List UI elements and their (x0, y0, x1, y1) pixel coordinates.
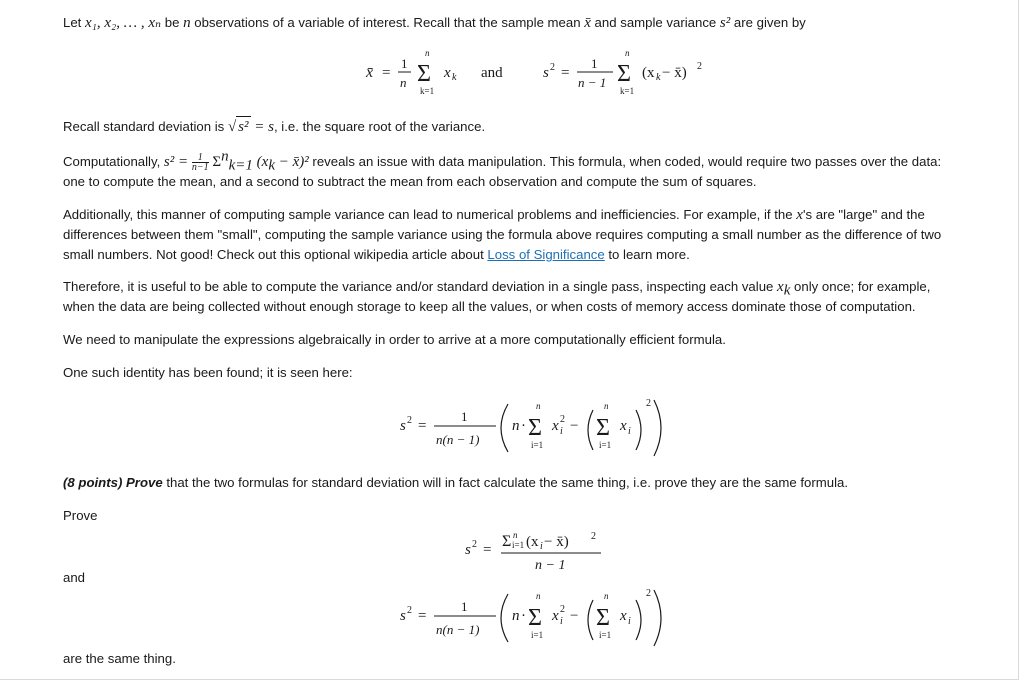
final-inner-left-paren (588, 600, 593, 640)
intro-be: be (161, 15, 184, 30)
identity-den: n(n − 1) (436, 432, 480, 447)
identity-inner-right-paren (636, 410, 641, 450)
eq1-n-minus-1: n − 1 (578, 75, 607, 90)
comp-sum-sup: n (221, 148, 229, 165)
therefore-line2: when the data are being collected without enough storage to keep all the values, or when costs of memory access dominate those of computation. (63, 299, 916, 314)
eq1-sum2-top: n (625, 48, 630, 58)
eq1-sum-top: n (425, 48, 430, 58)
final-minus: − (570, 608, 579, 624)
prove-s-sq: 2 (472, 539, 477, 550)
prove-term: (x (526, 534, 539, 550)
prove-equals: = (483, 542, 492, 558)
identity-outer-sq: 2 (646, 398, 651, 409)
add-line1-a: Additionally, this manner of computing sample variance can lead to numerical problems and inefficiencies. For example, if the (63, 207, 797, 222)
therefore-line1-a: Therefore, it is useful to be able to compute the variance and/or standard deviation in a single pass, inspecting each value (63, 279, 778, 294)
mean-variance-equation (360, 46, 720, 102)
intro-let: Let (63, 15, 85, 30)
intro-s2: s² (719, 15, 731, 31)
comp-frac-den: n−1 (191, 162, 209, 174)
task-paragraph (63, 473, 1008, 493)
final-n: n (512, 608, 520, 624)
comp-term: (x (252, 154, 269, 170)
identity-equation (390, 392, 690, 462)
manipulate-paragraph: We need to manipulate the expressions algebraically in order to arrive at a more computationally efficient formula. (63, 332, 726, 347)
prove-s: s (465, 542, 471, 558)
final-den: n(n − 1) (436, 622, 480, 637)
identity-s-sq: 2 (407, 415, 412, 426)
comp-fraction (192, 153, 209, 172)
eq1-xbar: x̄ (366, 64, 374, 81)
final-sigma: Σ (528, 605, 542, 631)
add-line3-a: small numbers. Not good! Check out this optional wikipedia article about (63, 247, 488, 262)
additionally-paragraph (63, 205, 1008, 265)
add-line3-b: to learn more. (604, 247, 690, 262)
comp-s2: s² = (163, 154, 192, 170)
eq1-term-k: k (656, 72, 661, 83)
eq1-xk: x (444, 65, 451, 81)
std-equals-s: = s (250, 119, 274, 135)
same-thing-label: are the same thing. (63, 651, 176, 666)
eq1-sigma: Σ (417, 61, 431, 87)
final-xi-sub: i (560, 616, 563, 627)
identity-minus: − (570, 418, 579, 434)
comp-prefix: Computationally, (63, 154, 164, 169)
final-xi: x (552, 608, 559, 624)
add-line2: differences between them "small", computing the sample variance using the formula above requires computing a small number as the difference of two (63, 227, 942, 242)
final-s: s (400, 608, 406, 624)
std-sqrt-inner: s² (236, 116, 250, 137)
page-right-border (1018, 0, 1019, 680)
eq1-s: s (543, 65, 549, 81)
final-outer-sq: 2 (646, 588, 651, 599)
final-xi2-sub: i (628, 616, 631, 627)
eq1-s-sq: 2 (550, 62, 555, 73)
identity-xi: x (552, 418, 559, 434)
intro-xbar: x̄ (584, 15, 591, 31)
final-dot: · (521, 608, 526, 624)
and-label: and (63, 570, 86, 585)
final-inner-right-paren (636, 600, 641, 640)
intro-n: n (183, 15, 191, 31)
identity-s: s (400, 418, 406, 434)
eq1-sum-bottom: k=1 (420, 86, 435, 96)
sqrt-symbol: √ (227, 119, 237, 135)
final-equation (390, 582, 690, 652)
final-sum-top: n (536, 591, 541, 601)
identity-sum-bottom: i=1 (531, 440, 544, 450)
therefore-line1-b: only once; for example, (790, 279, 931, 294)
prove-term-sq: 2 (591, 531, 596, 542)
therefore-xk: x (777, 279, 784, 295)
std-paragraph (63, 116, 1008, 137)
comp-sum: Σ (208, 154, 222, 170)
loss-of-significance-link[interactable]: Loss of Significance (487, 247, 605, 262)
identity-sum2-top: n (604, 401, 609, 411)
intro-tail: are given by (730, 15, 806, 30)
prove-label: Prove (63, 508, 98, 523)
task-prove: Prove (126, 475, 163, 490)
comp-sum-sub: k=1 (228, 157, 253, 174)
final-xi-2: x (620, 608, 627, 624)
final-sum2-bottom: i=1 (599, 630, 612, 640)
identity-equals: = (418, 418, 427, 434)
eq1-equals-2: = (561, 65, 570, 81)
eq1-one-2: 1 (591, 56, 598, 71)
prove-den: n − 1 (535, 558, 566, 573)
std-prefix: Recall standard deviation is (63, 119, 228, 134)
identity-right-paren (654, 400, 661, 456)
identity-xi2-sub: i (628, 426, 631, 437)
therefore-k: k (783, 282, 791, 299)
prove-term-rest: − x̄) (544, 534, 569, 550)
identity-xi-sq: 2 (560, 414, 565, 425)
eq1-equals: = (382, 65, 391, 81)
std-suffix: , i.e. the square root of the variance. (273, 119, 486, 134)
eq1-term-sq: 2 (697, 61, 702, 72)
prove-sum-sup: n (513, 530, 518, 540)
therefore-paragraph (63, 277, 1008, 317)
identity-dot: · (521, 418, 526, 434)
final-equals: = (418, 608, 427, 624)
identity-sigma-2: Σ (596, 415, 610, 441)
identity-xi-2: x (620, 418, 627, 434)
add-x: x (796, 207, 803, 223)
eq1-one: 1 (401, 56, 408, 71)
prove-term-i: i (540, 541, 543, 552)
eq1-term-rest: − x̄) (662, 65, 687, 81)
final-right-paren (654, 590, 661, 646)
identity-xi-sub: i (560, 426, 563, 437)
add-line1-b: 's are "large" and the (802, 207, 925, 222)
comp-term-rest: − x̄)² (274, 154, 309, 170)
identity-sigma: Σ (528, 415, 542, 441)
final-left-paren (501, 594, 508, 642)
final-sigma-2: Σ (596, 605, 610, 631)
comp-frac-num: 1 (192, 153, 209, 163)
final-sum-bottom: i=1 (531, 630, 544, 640)
eq1-and: and (481, 65, 503, 81)
intro-and-var: and sample variance (590, 15, 720, 30)
computationally-paragraph (63, 148, 1008, 192)
final-xi-sq: 2 (560, 604, 565, 615)
identity-left-paren (501, 404, 508, 452)
eq1-n: n (400, 75, 407, 90)
eq1-sum2-bottom: k=1 (620, 86, 635, 96)
comp-term-k: k (268, 157, 275, 174)
identity-sum-top: n (536, 401, 541, 411)
final-s-sq: 2 (407, 605, 412, 616)
task-rest: that the two formulas for standard deviation will in fact calculate the same thing, i.e. prove they are the same formula. (162, 475, 849, 490)
eq1-sigma-2: Σ (617, 61, 631, 87)
eq1-term: (x (642, 65, 655, 81)
identity-sum2-bottom: i=1 (599, 440, 612, 450)
intro-rest: observations of a variable of interest. Recall that the sample mean (190, 15, 585, 30)
identity-n: n (512, 418, 520, 434)
final-sum2-top: n (604, 591, 609, 601)
identity-paragraph: One such identity has been found; it is seen here: (63, 365, 353, 380)
identity-inner-left-paren (588, 410, 593, 450)
task-points: (8 points) (63, 475, 127, 490)
intro-vars: x₁, x₂, … , xₙ (85, 15, 162, 31)
eq1-xk-sub: k (452, 72, 457, 83)
comp-line1-rest: reveals an issue with data manipulation. This formula, when coded, would require two passes over the data: (308, 154, 942, 169)
prove-sum-sub: i=1 (512, 540, 525, 550)
intro-paragraph (63, 13, 1008, 33)
prove-sigma: Σ (502, 533, 512, 550)
comp-line2: one to compute the mean, and a second to subtract the mean from each observation and compute the sum of squares. (63, 174, 757, 190)
identity-one: 1 (461, 409, 468, 424)
final-one: 1 (461, 599, 468, 614)
